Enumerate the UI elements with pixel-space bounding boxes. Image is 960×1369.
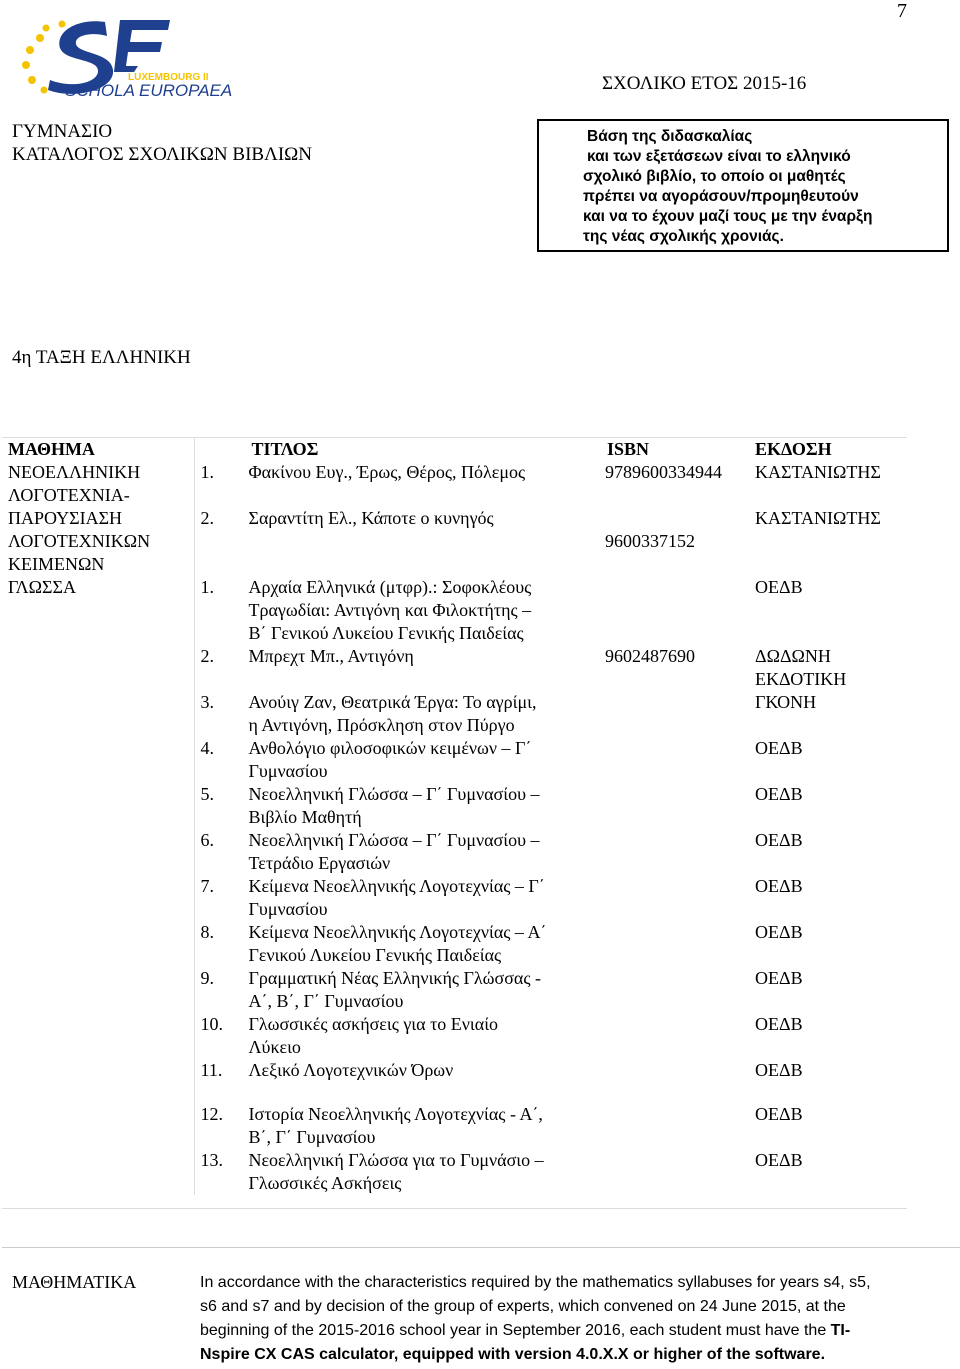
item-number: 4. [200, 738, 214, 758]
class-title: 4η ΤΑΞΗ ΕΛΛΗΝΙΚΗ [12, 347, 191, 368]
item-title-cell: 7. Κείμενα Νεοελληνικής Λογοτεχνίας – Γ΄ Γυμνασίου [200, 876, 545, 919]
item-title-cell: 9. Γραμματική Νέας Ελληνικής Γλώσσας - Α΄, Β΄, Γ΄ Γυμνασίου [200, 968, 541, 1011]
item-isbn [599, 1013, 749, 1059]
item-isbn [599, 1103, 749, 1149]
literature-publishers [749, 461, 907, 576]
school-type [12, 120, 312, 166]
item-number: 8. [200, 922, 214, 942]
section-rule [2, 1247, 960, 1248]
item-title-cell: 10. Γλωσσικές ασκήσεις για το Ενιαίο Λύκειο [200, 1014, 499, 1057]
subject-literature [2, 461, 194, 576]
table-row [2, 461, 907, 576]
item-publisher: ΚΑΣΤΑΝΙΩΤΗΣ [755, 462, 881, 482]
item-title-cell: 3. Ανούιγ Ζαν, Θεατρικά Έργα: Το αγρίμι, η Αντιγόνη, Πρόσκληση στον Πύργο [200, 692, 537, 735]
item-number: 10. [200, 1014, 223, 1034]
math-text-line1: In accordance with the characteristics required by the mathematics syllabuses for years s4, s5, [200, 1274, 871, 1291]
item-title: Σαραντίτη Ελ., Κάποτε ο κυνηγός [248, 508, 494, 528]
table-row [2, 576, 907, 645]
item-isbn [599, 829, 749, 875]
list-item [201, 461, 596, 484]
item-publisher: ΟΕΔΒ [755, 1014, 803, 1034]
item-number: 3. [200, 692, 214, 712]
subject-line: ΚΕΙΜΕΝΩΝ [8, 554, 105, 574]
logo-brandtext: SCHOLA EUROPAEA [65, 81, 233, 100]
school-type-line1: ΓΥΜΝΑΣΙΟ [12, 121, 113, 142]
item-publisher: ΟΕΔΒ [755, 1104, 803, 1124]
literature-isbns [599, 461, 749, 576]
item-publisher: ΟΕΔΒ [755, 830, 803, 850]
notice-line3: σχολικό βιβλίο, το οποίο οι μαθητές [583, 168, 846, 185]
item-number: 2. [200, 646, 214, 666]
item-title-cell: 12. Ιστορία Νεοελληνικής Λογοτεχνίας - Α΄, Β΄, Γ΄ Γυμνασίου [200, 1104, 543, 1147]
item-title: Φακίνου Ευγ., Έρως, Θέρος, Πόλεμος [248, 462, 526, 482]
item-title: Τραγωδίαι: Αντιγόνη και Φιλοκτήτης – [248, 600, 532, 620]
item-title: Μπρεχτ Μπ., Αντιγόνη [248, 646, 414, 666]
header-isbn: ISBN [607, 439, 650, 459]
item-publisher: ΓΚΟΝΗ [755, 692, 817, 712]
subject-line: ΛΟΓΟΤΕΧΝΙΑ- [8, 485, 130, 505]
notice-line1: Βάση της διδασκαλίας [587, 128, 753, 145]
item-publisher: ΚΑΣΤΑΝΙΩΤΗΣ [755, 508, 881, 528]
header-publisher: ΕΚΔΟΣΗ [755, 439, 832, 459]
subject-line: ΛΟΓΟΤΕΧΝΙΚΩΝ [8, 531, 151, 551]
notice-line4: πρέπει να αγοράσουν/προμηθευτούν [583, 188, 859, 205]
item-isbn [599, 921, 749, 967]
item-title-cell: 5. Νεοελληνική Γλώσσα – Γ΄ Γυμνασίου – Βιβλίο Μαθητή [200, 784, 540, 827]
literature-titles [194, 461, 599, 576]
logo-subtext: LUXEMBOURG II [128, 72, 209, 83]
school-year: ΣΧΟΛΙΚΟ ΕΤΟΣ 2015-16 [602, 73, 807, 94]
item-number: 9. [200, 968, 214, 988]
subject-line: ΓΛΩΣΣΑ [8, 577, 77, 597]
item-number: 6. [200, 830, 214, 850]
item-title: Β΄ Γενικού Λυκείου Γενικής Παιδείας [248, 623, 524, 643]
item-number: 7. [200, 876, 214, 896]
math-text-line3 [200, 1319, 960, 1343]
item-title-cell [194, 645, 599, 691]
item-number: 12. [200, 1104, 223, 1124]
item-isbn [599, 691, 749, 737]
item-title: Λεξικό Λογοτεχνικών Όρων [248, 1060, 454, 1080]
item-publisher: ΟΕΔΒ [755, 577, 803, 597]
item-number: 13. [200, 1150, 223, 1170]
item-isbn [599, 576, 749, 645]
item-number: 5. [200, 784, 214, 804]
table-bottom-rule [2, 1208, 907, 1209]
item-isbn [599, 1149, 749, 1195]
item-title-cell: 8. Κείμενα Νεοελληνικής Λογοτεχνίας – Α΄ Γενικού Λυκείου Γενικής Παιδείας [200, 922, 547, 965]
header-subject: ΜΑΘΗΜΑ [2, 438, 194, 462]
page-number: 7 [897, 0, 907, 22]
math-text-line3-a: beginning of the 2015-2016 school year in September 2016, each student must have the [200, 1322, 831, 1339]
school-type-line2: ΚΑΤΑΛΟΓΟΣ ΣΧΟΛΙΚΩΝ ΒΙΒΛΙΩΝ [12, 144, 313, 165]
notice-line5: και να το έχουν μαζί τους με την έναρξη [583, 208, 873, 225]
item-isbn [599, 875, 749, 921]
math-text [200, 1271, 960, 1367]
book-table [2, 437, 907, 1195]
item-isbn: 9600337152 [605, 531, 695, 551]
subject-line: ΠΑΡΟΥΣΙΑΣΗ [8, 508, 123, 528]
item-isbn [599, 967, 749, 1013]
item-publisher: ΟΕΔΒ [755, 784, 803, 804]
notice-line2: και των εξετάσεων είναι το ελληνικό [587, 148, 851, 165]
header-title: ΤΙΤΛΟΣ [251, 439, 319, 459]
item-isbn [599, 737, 749, 783]
item-publisher: ΟΕΔΒ [755, 968, 803, 988]
item-publisher: ΔΩΔΩΝΗ ΕΚΔΟΤΙΚΗ [755, 646, 847, 689]
item-number: 11. [200, 1060, 223, 1080]
item-title-cell: 4. Ανθολόγιο φιλοσοφικών κειμένων – Γ΄ Γυμνασίου [200, 738, 532, 781]
table-header-row [2, 438, 907, 462]
item-title: Αρχαία Ελληνικά (μτφρ).: Σοφοκλέους [248, 577, 532, 597]
notice-box [537, 119, 949, 252]
item-isbn [599, 783, 749, 829]
item-publisher: ΟΕΔΒ [755, 876, 803, 896]
item-publisher: ΟΕΔΒ [755, 738, 803, 758]
math-text-line3-b: TI- [830, 1322, 851, 1339]
notice-line6: της νέας σχολικής χρονιάς. [583, 228, 784, 245]
item-title-cell [194, 1059, 599, 1103]
item-number: 1. [200, 577, 214, 597]
school-logo [10, 10, 240, 100]
item-number: 1. [200, 462, 214, 482]
subject-line: ΝΕΟΕΛΛΗΝΙΚΗ [8, 462, 141, 482]
item-number: 2. [200, 508, 214, 528]
item-publisher: ΟΕΔΒ [755, 922, 803, 942]
math-text-line4: Nspire CX CAS calculator, equipped with version 4.0.X.X or higher of the software. [200, 1346, 826, 1363]
item-publisher: ΟΕΔΒ [755, 1150, 803, 1170]
subject-language [2, 576, 194, 1195]
math-text-line2: s6 and s7 and by decision of the group of experts, which convened on 24 June 2015, at the [200, 1298, 846, 1315]
math-label: ΜΑΘΗΜΑΤΙΚΑ [12, 1272, 137, 1292]
item-isbn [599, 1059, 749, 1103]
list-item [201, 507, 596, 530]
item-isbn: 9602487690 [605, 646, 695, 666]
item-publisher: ΟΕΔΒ [755, 1060, 803, 1080]
item-title-cell [194, 576, 599, 645]
item-title-cell: 6. Νεοελληνική Γλώσσα – Γ΄ Γυμνασίου – Τετράδιο Εργασιών [200, 830, 540, 873]
item-title-cell: 13. Νεοελληνική Γλώσσα για το Γυμνάσιο – Γλωσσικές Ασκήσεις [200, 1150, 544, 1193]
item-isbn: 9789600334944 [605, 462, 722, 482]
